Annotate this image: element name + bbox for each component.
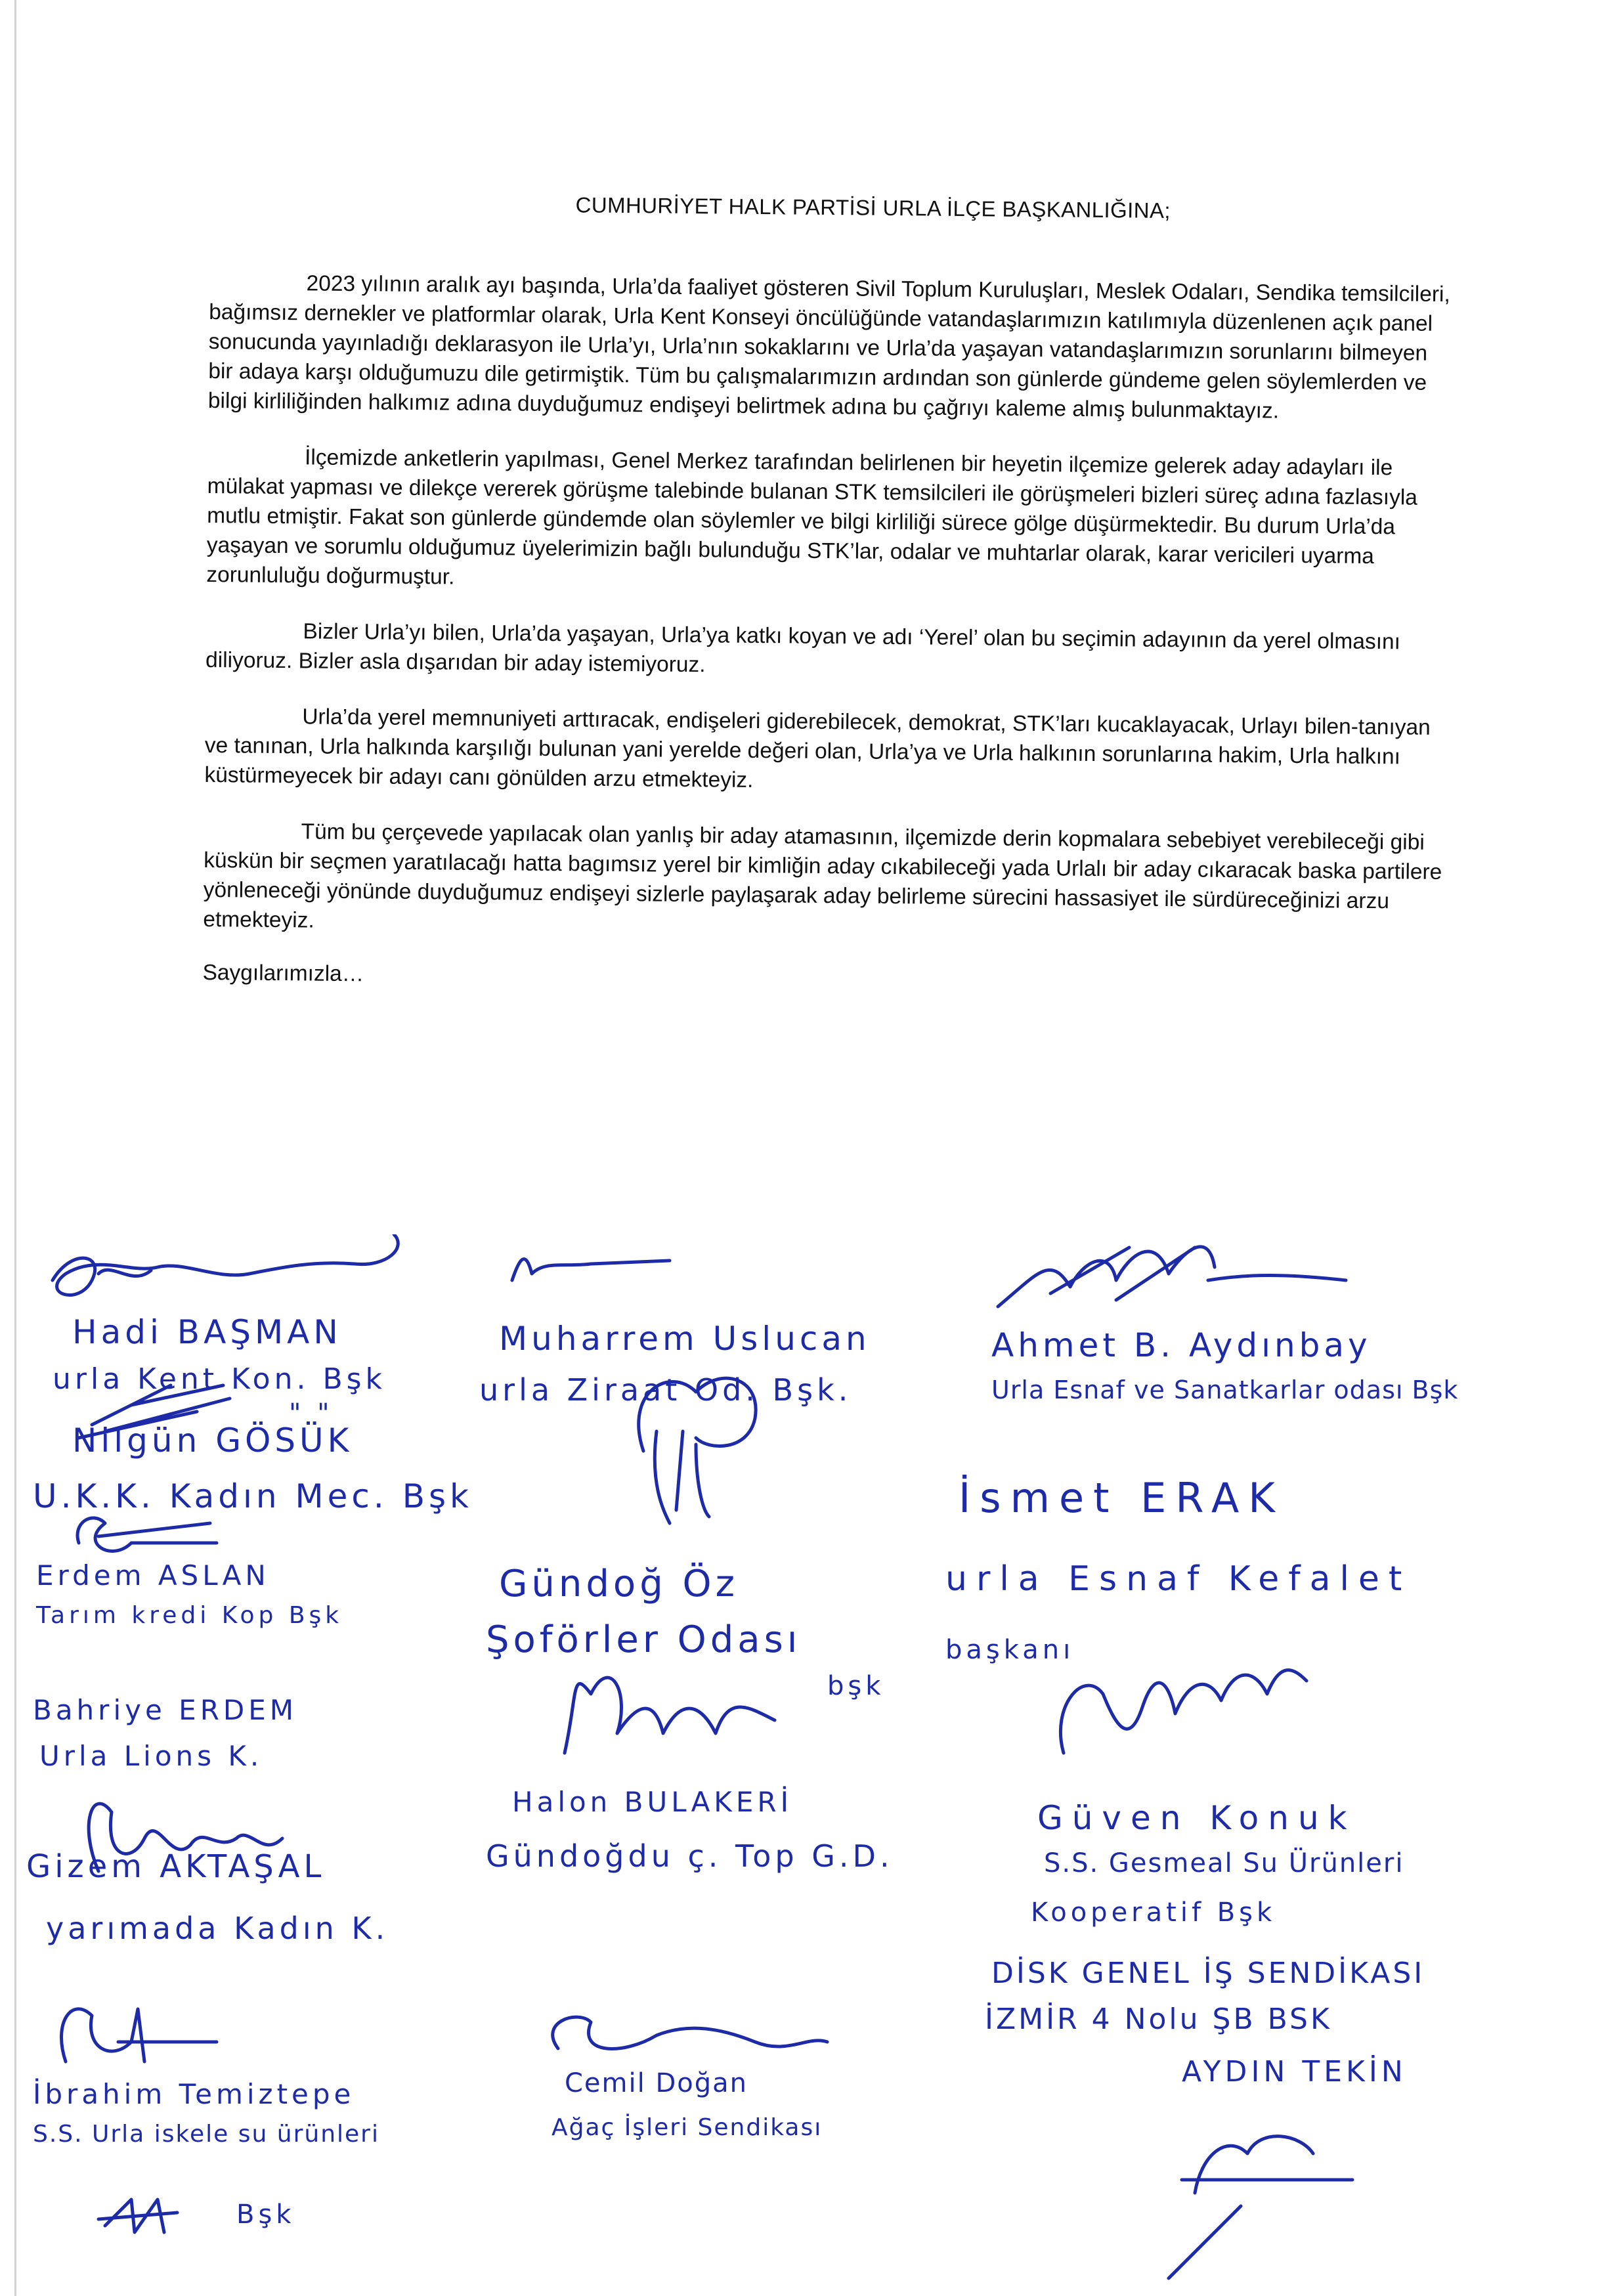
letter-paragraph: Tüm bu çerçevede yapılacak olan yanlış bir aday atamasının, ilçemizde derin kopmalara sebebiyet verebileceği gibi küskün bir seçmen yaratılacağı hatta bagımsız yerel bir kimliğin aday cıkabileceği yada Urlalı bir aday cıkaracak baska partilere yönleneceği yönünde duyduğumuz endişeyi sizlerle paylaşarak aday belirleme sürecini hassasiyet ile sürdüreceğinizi arzu etmekteyiz. xyxy=(203,819,1442,933)
signer-title: Urla Esnaf ve Sanatkarlar odası Bşk xyxy=(991,1375,1459,1404)
signer-title: S.S. Gesmeal Su Ürünleri xyxy=(1044,1848,1404,1878)
letter-paragraph: Urla’da yerel memnuniyeti arttıracak, endişeleri giderebilecek, demokrat, STK’ları kucaklayacak, Urlayı bilen-tanıyan ve tanınan, Urla halkında karşılığı bulunan yani yerelde değeri olan, Urla’ya ve Urla halkının sorunlarına hakim, Urla halkını küstürmeyecek bir adayı canı gönülden arzu etmekteyiz. xyxy=(204,704,1431,792)
signer-name: Gündoğ Öz xyxy=(499,1563,739,1605)
signature-mark-dogan xyxy=(553,2017,827,2048)
letter-closing: Saygılarımızla… xyxy=(202,960,364,987)
signer-name: Halon BULAKERİ xyxy=(512,1786,792,1818)
signer-title: U.K.K. Kadın Mec. Bşk xyxy=(33,1477,473,1515)
signer-title-2: bşk xyxy=(827,1671,885,1701)
signer-name: İbrahim Temiztepe xyxy=(33,2078,355,2110)
signature-mark-basman xyxy=(53,1234,398,1295)
signature-mark-aydinbay xyxy=(998,1247,1346,1307)
letter-paragraph: İlçemizde anketlerin yapılması, Genel Merkez tarafından belirlenen bir heyetin ilçemize gelerek aday adayları ile mülakat yapması ve dilekçe vererek görüşme talebinde bulanan STK temsilcileri ile görüşmeleri bizleri süreç adına fazlasıyla mutlu etmiştir. Fakat son günlerde gündemde olan söylemler ve bilgi kirliliği sürece gölge düşürmektedir. Bu durum Urla’da yaşayan ve sorumlu olduğumuz üyelerimizin bağlı bulunduğu STK’lar, odalar ve muhtarlar olarak, karar vericileri uyarma zorunluluğu doğurmuştur. xyxy=(206,445,1418,590)
signer-name: Hadi BAŞMAN xyxy=(72,1313,342,1351)
signature-mark-aslan xyxy=(77,1518,217,1551)
signer-title: İZMİR 4 Nolu ŞB BSK xyxy=(985,2003,1332,2036)
signer-title: urla Ziraat Od. Bşk. xyxy=(479,1372,852,1408)
signer-title: yarımada Kadın K. xyxy=(46,1911,389,1946)
signer-name: Cemil Doğan xyxy=(565,2068,748,2098)
signer-title-2: başkanı xyxy=(945,1635,1075,1665)
signer-title: urla Esnaf Kefalet xyxy=(945,1559,1412,1599)
signer-title-2: Bşk xyxy=(236,2199,295,2230)
signer-title-2: AYDIN TEKİN xyxy=(1182,2055,1407,2089)
signer-title: S.S. Urla iskele su ürünleri xyxy=(33,2121,379,2148)
letter-title: CUMHURİYET HALK PARTİSİ URLA İLÇE BAŞKANLIĞINA; xyxy=(575,192,1171,223)
signer-name: Ahmet B. Aydınbay xyxy=(991,1326,1372,1364)
signer-title: urla Kent Kon. Bşk xyxy=(53,1362,387,1396)
signature-mark-temiztepe xyxy=(62,2009,217,2062)
signer-name: Bahriye ERDEM xyxy=(33,1694,297,1726)
signer-name: DİSK GENEL İŞ SENDİKASI xyxy=(991,1957,1425,1990)
signer-name: İsmet ERAK xyxy=(959,1474,1284,1522)
signer-title: Ağaç İşleri Sendikası xyxy=(551,2114,823,2141)
signature-mark-tekin xyxy=(1169,2136,1352,2278)
letter-paragraph: 2023 yılının aralık ayı başında, Urla’da faaliyet gösteren Sivil Toplum Kuruluşları, Meslek Odaları, Sendika temsilcileri, bağımsız dernekler ve platformlar olarak, Urla Kent Konseyi öncülüğünde vatandaşlarımızın katılımıyla düzenlenen açık panel sonucunda yayınladığı deklarasyon ile Urla’yı, Urla’nın sokaklarını ve Urla’da yaşayan vatandaşlarımızın sorunlarını bilmeyen bir adaya karşı olduğumuzu dile getirmiştik. Tüm bu çalışmalarımızın ardından son günlerde gündeme gelen söylemlerden ve bilgi kirliliğinden halkımız adına duyduğumuz endişeyi belirtmek adına bu çağrıyı kaleme almış bulunmaktayız. xyxy=(207,271,1450,423)
letter-body xyxy=(202,189,1458,997)
signer-title: Şoförler Odası xyxy=(486,1618,802,1661)
signer-name: Erdem ASLAN xyxy=(36,1559,270,1592)
signer-name: Gizem AKTAŞAL xyxy=(26,1848,326,1885)
signer-title: Urla Lions K. xyxy=(39,1740,263,1772)
signature-mark-konuk xyxy=(1060,1670,1307,1753)
signature-mark-bulakeri xyxy=(565,1678,775,1753)
signer-title: Tarım kredi Kop Bşk xyxy=(36,1602,343,1629)
signer-name: Muharrem Uslucan xyxy=(499,1320,871,1358)
signer-title: Gündoğdu ç. Top G.D. xyxy=(486,1838,894,1874)
signer-name: Nilgün GÖSÜK xyxy=(72,1421,353,1460)
signer-name: Güven Konuk xyxy=(1037,1799,1356,1837)
signer-title-2: Kooperatif Bşk xyxy=(1031,1897,1276,1928)
letter-paragraph: Bizler Urla’yı bilen, Urla’da yaşayan, Urla’ya katkı koyan ve adı ‘Yerel’ olan bu seçimin adayının da yerel olmasını diliyoruz. Bizler asla dışarıdan bir aday istemiyoruz. xyxy=(205,619,1401,678)
signature-mark-bottom-left xyxy=(98,2199,177,2232)
ditto-mark: " " xyxy=(289,1398,334,1429)
signature-mark-uslucan xyxy=(512,1259,670,1280)
signature-block xyxy=(0,1234,1621,2296)
